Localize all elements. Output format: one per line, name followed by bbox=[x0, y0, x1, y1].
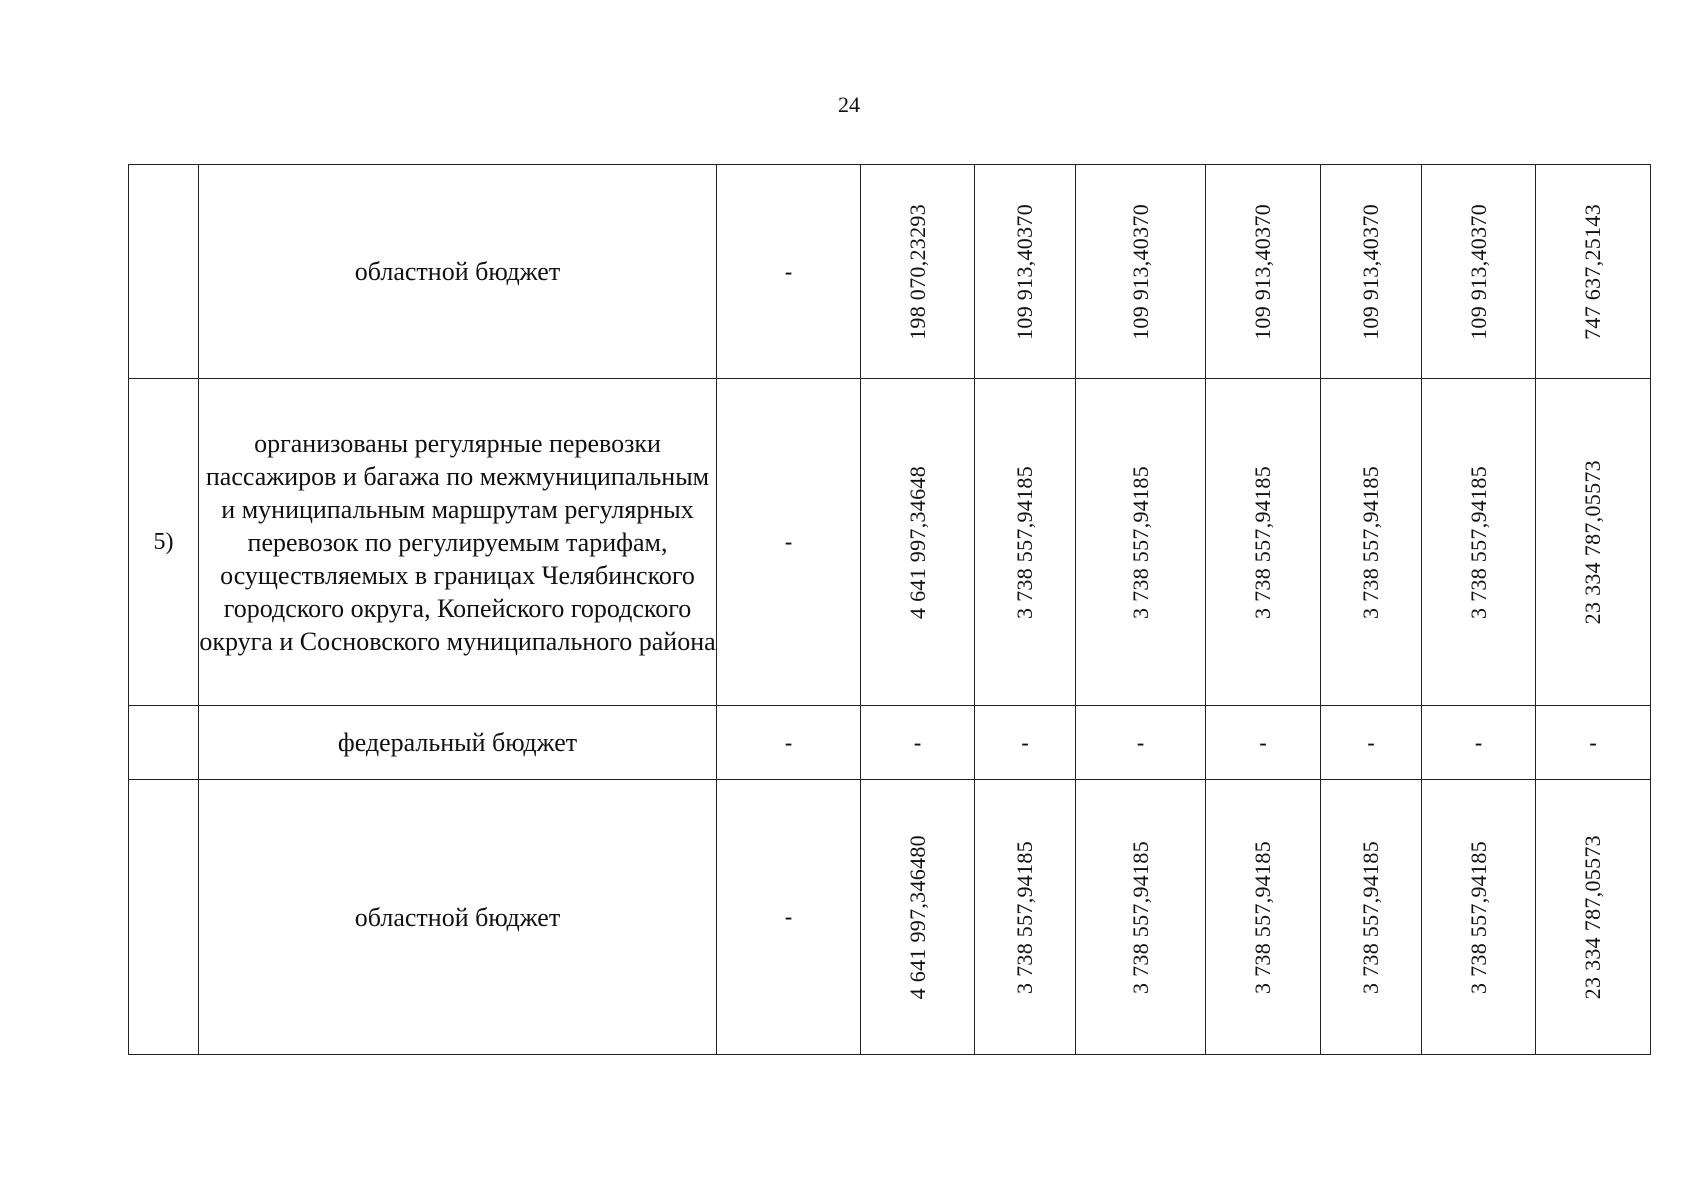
table-row bbox=[129, 706, 1651, 780]
value-cell: 4 641 997,346480 bbox=[861, 780, 975, 1055]
dash-cell: - bbox=[717, 379, 861, 706]
row-number-cell: 5) bbox=[129, 379, 199, 706]
dash-cell: - bbox=[717, 165, 861, 379]
value-cell: - bbox=[1422, 706, 1536, 780]
dash-cell: - bbox=[717, 706, 861, 780]
value-cell: 3 738 557,94185 bbox=[1206, 379, 1321, 706]
total-cell: 23 334 787,05573 bbox=[1536, 780, 1651, 1055]
value-cell: 109 913,40370 bbox=[975, 165, 1076, 379]
row-number-cell bbox=[129, 780, 199, 1055]
value-cell: 3 738 557,94185 bbox=[1422, 780, 1536, 1055]
page-number: 24 bbox=[838, 92, 860, 117]
row-number-cell bbox=[129, 706, 199, 780]
value-cell: 109 913,40370 bbox=[1321, 165, 1422, 379]
value-cell: 109 913,40370 bbox=[1422, 165, 1536, 379]
value-cell: 109 913,40370 bbox=[1076, 165, 1206, 379]
value-cell: 4 641 997,34648 bbox=[861, 379, 975, 706]
table-row bbox=[129, 165, 1651, 379]
row-number-cell bbox=[129, 165, 199, 379]
value-cell: 109 913,40370 bbox=[1206, 165, 1321, 379]
value-cell: - bbox=[975, 706, 1076, 780]
value-cell: 198 070,23293 bbox=[861, 165, 975, 379]
value-cell: - bbox=[861, 706, 975, 780]
table-row bbox=[129, 379, 1651, 706]
table-row bbox=[129, 780, 1651, 1055]
row-name-cell: областной бюджет bbox=[199, 780, 717, 1055]
row-name-cell: организованы регулярные перевозки пассажиров и багажа по межмуниципальным и муниципальным маршрутам регулярных перевозок по регулируемым тарифам, осуществляемых в границах Челябинского городского округа, Копейского городского округа и Сосновского муниципального района bbox=[199, 379, 717, 706]
value-cell: 3 738 557,94185 bbox=[1321, 379, 1422, 706]
row-name-cell: федеральный бюджет bbox=[199, 706, 717, 780]
value-cell: 3 738 557,94185 bbox=[1422, 379, 1536, 706]
value-cell: - bbox=[1321, 706, 1422, 780]
total-cell: 23 334 787,05573 bbox=[1536, 379, 1651, 706]
total-cell: - bbox=[1536, 706, 1651, 780]
value-cell: 3 738 557,94185 bbox=[1321, 780, 1422, 1055]
value-cell: 3 738 557,94185 bbox=[975, 379, 1076, 706]
total-cell: 747 637,25143 bbox=[1536, 165, 1651, 379]
value-cell: - bbox=[1206, 706, 1321, 780]
value-cell: 3 738 557,94185 bbox=[1076, 780, 1206, 1055]
budget-table bbox=[128, 164, 1651, 1055]
row-name-cell: областной бюджет bbox=[199, 165, 717, 379]
value-cell: 3 738 557,94185 bbox=[1206, 780, 1321, 1055]
value-cell: 3 738 557,94185 bbox=[975, 780, 1076, 1055]
value-cell: - bbox=[1076, 706, 1206, 780]
value-cell: 3 738 557,94185 bbox=[1076, 379, 1206, 706]
dash-cell: - bbox=[717, 780, 861, 1055]
